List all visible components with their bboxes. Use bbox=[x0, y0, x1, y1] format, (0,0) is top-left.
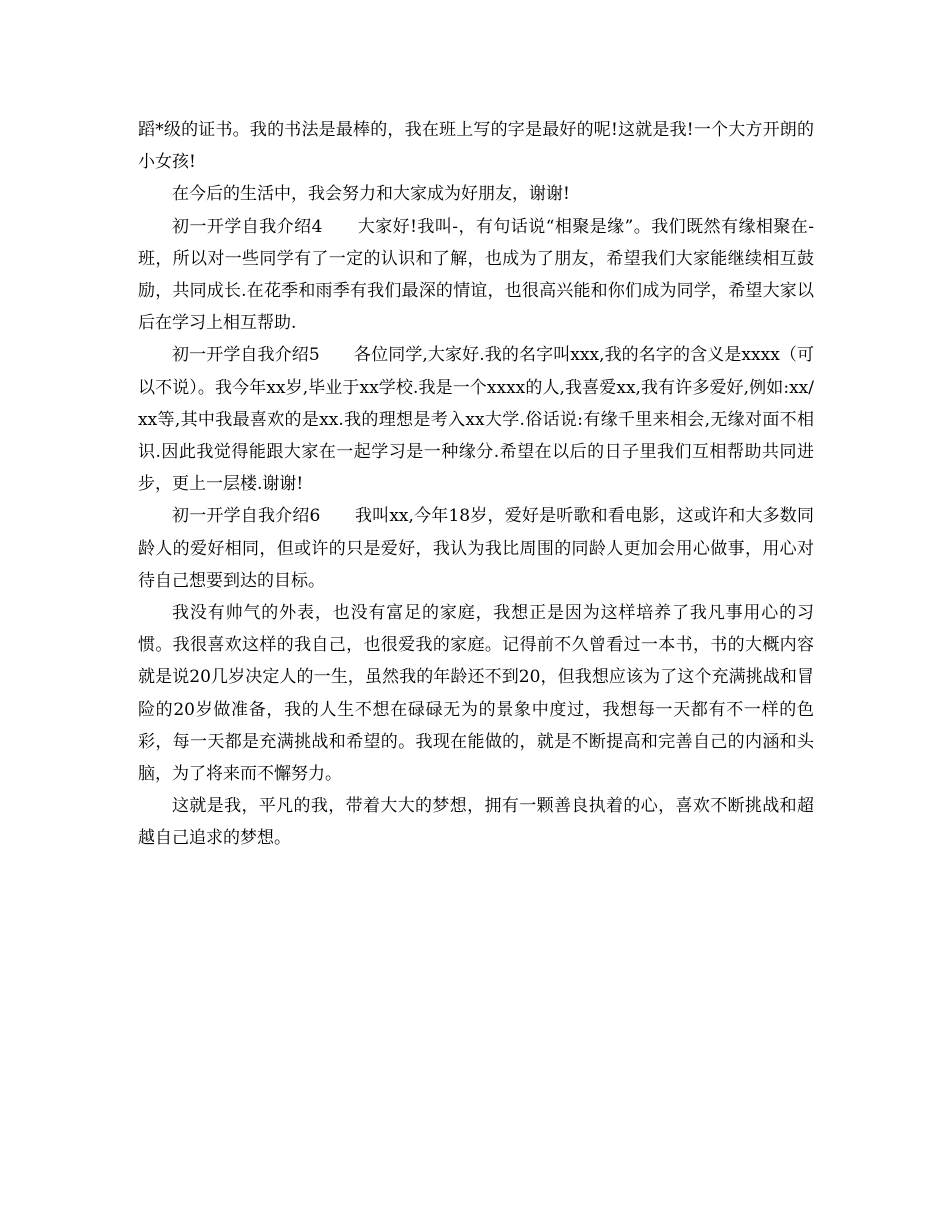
paragraph-introduction-4: 初一开学自我介绍4 大家好!我叫-，有句话说“相聚是缘”。我们既然有缘相聚在-班，所以对一些同学有了一定的认识和了解，也成为了朋友，希望我们大家能继续相互鼓励，共同成长.在花季和雨季有我们最深的情谊，也很高兴能和你们成为同学，希望大家以后在学习上相互帮助. bbox=[138, 216, 814, 334]
paragraph-habits: 我没有帅气的外表，也没有富足的家庭，我想正是因为这样培养了我凡事用心的习惯。我很喜欢这样的我自己，也很爱我的家庭。记得前不久曾看过一本书，书的大概内容就是说20几岁决定人的一生，虽然我的年龄还不到20，但我想应该为了这个充满挑战和冒险的20岁做准备，我的人生不想在碌碌无为的景象中度过，我想每一天都有不一样的色彩，每一天都是充满挑战和希望的。我现在能做的，就是不断提高和完善自己的内涵和头脑，为了将来而不懈努力。 bbox=[138, 603, 814, 785]
paragraph-introduction-6: 初一开学自我介绍6 我叫xx,今年18岁，爱好是听歌和看电影，这或许和大多数同龄人的爱好相同，但或许的只是爱好，我认为我比周围的同龄人更加会用心做事，用心对待自己想要到达的目标。 bbox=[138, 506, 814, 591]
paragraph-conclusion: 这就是我，平凡的我，带着大大的梦想，拥有一颗善良执着的心，喜欢不断挑战和超越自己追求的梦想。 bbox=[138, 796, 814, 849]
paragraph-continuation: 蹈*级的证书。我的书法是最棒的，我在班上写的字是最好的呢!这就是我!一个大方开朗的小女孩! bbox=[138, 120, 814, 173]
paragraph-introduction-5: 初一开学自我介绍5 各位同学,大家好.我的名字叫xxx,我的名字的含义是xxxx（可以不说）。我今年xx岁,毕业于xx学校.我是一个xxxx的人,我喜爱xx,我有许多爱好,例如:xx/xx等,其中我最喜欢的是xx.我的理想是考入xx大学.俗话说:有缘千里来相会,无缘对面不相识.因此我觉得能跟大家在一起学习是一种缘分.希望在以后的日子里我们互相帮助共同进步，更上一层楼.谢谢! bbox=[138, 345, 814, 495]
paragraph-thanks: 在今后的生活中，我会努力和大家成为好朋友，谢谢! bbox=[172, 184, 570, 205]
document-body bbox=[138, 114, 814, 855]
